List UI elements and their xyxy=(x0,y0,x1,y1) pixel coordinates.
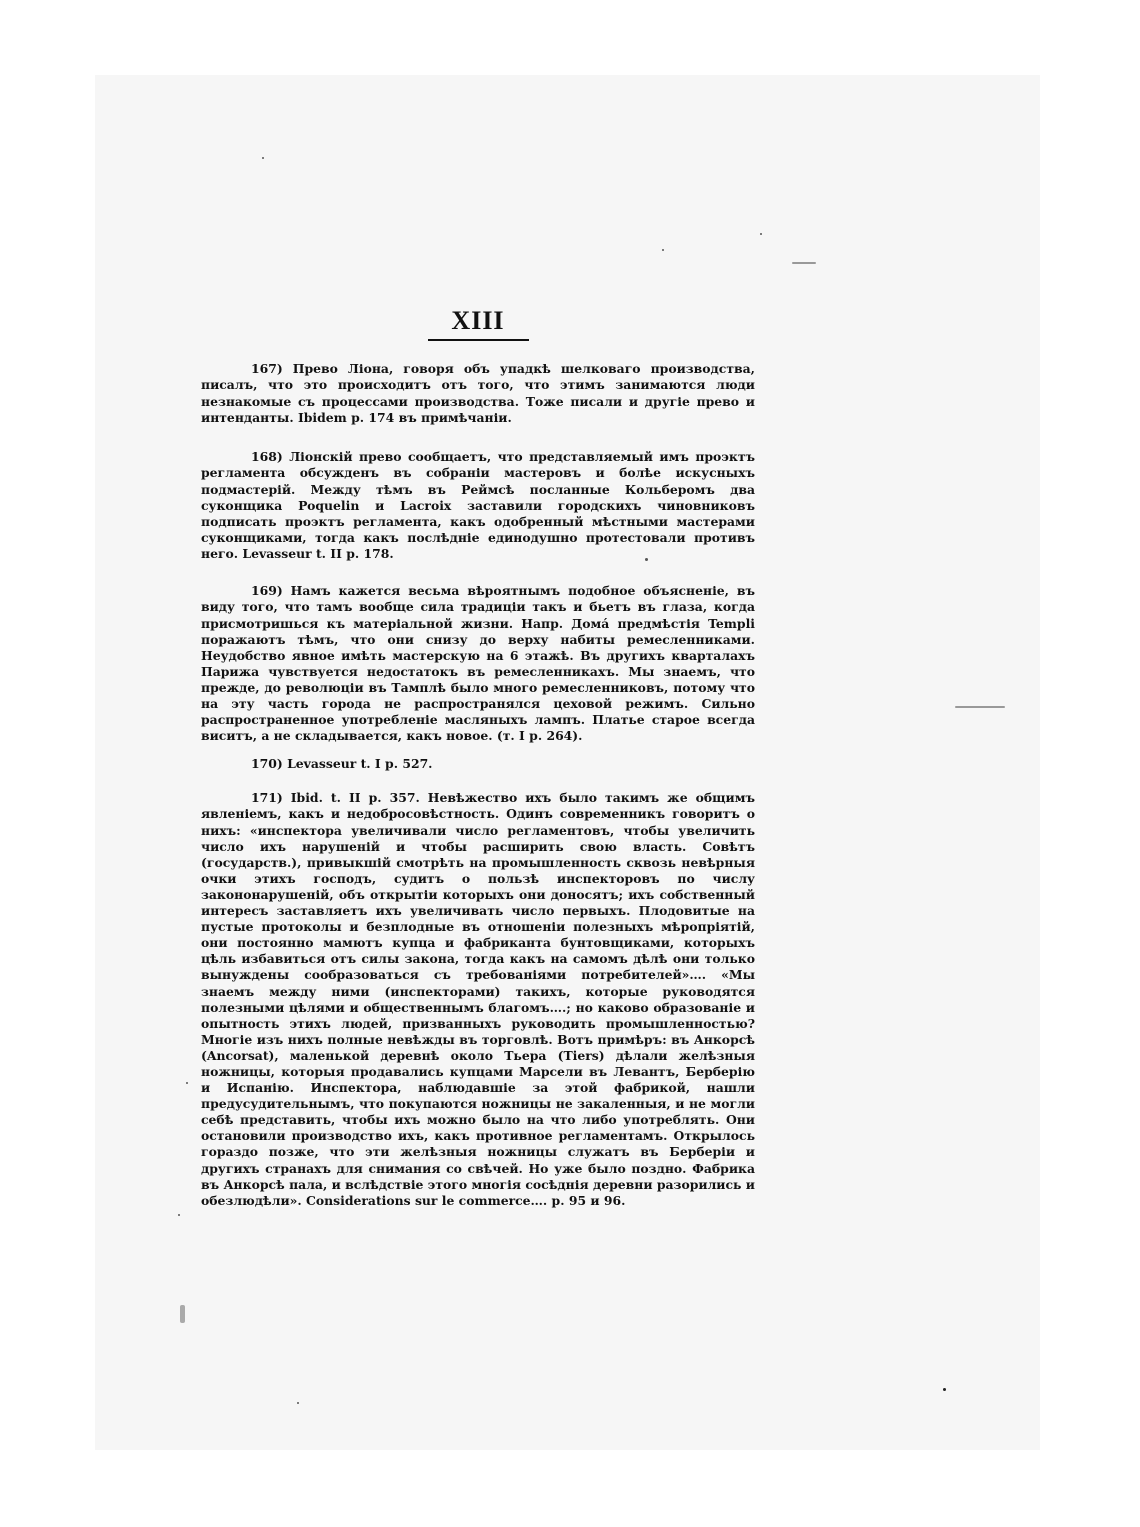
scan-speck xyxy=(178,1214,180,1216)
scan-speck xyxy=(186,1082,188,1084)
footnote-168 xyxy=(201,449,755,562)
footnote-number: 167) xyxy=(251,361,283,377)
footnote-number: 171) xyxy=(251,790,283,806)
footnote-text: Ліонскій прево сообщаетъ, что представляемый имъ проэктъ регламента обсужденъ въ собраніи мастеровъ и болѣе искусныхъ подмастерій. Между тѣмъ въ Реймсѣ посланные Кольберомъ два суконщика Poquelin и Lacroix заставили городскихъ чиновниковъ подписать проэктъ регламента, какъ одобренный мѣстными мастерами суконщиками, тогда какъ послѣдніе единодушно протестовали противъ него. Levasseur t. II p. 178. xyxy=(201,449,755,561)
scan-speck xyxy=(180,1305,185,1323)
scan-speck xyxy=(955,706,1005,708)
footnote-number: 169) xyxy=(251,583,283,599)
scan-speck xyxy=(662,249,664,251)
page-number-underline xyxy=(428,339,529,341)
page-number: XIII xyxy=(451,306,505,335)
footnote-number: 170) xyxy=(251,756,283,772)
footnote-text: Прево Ліона, говоря объ упадкѣ шелковаго производства, писалъ, что это происходитъ отъ того, что этимъ занимаются люди незнакомые съ процессами производства. Тоже писали и другіе прево и интенданты. Ibidem p. 174 въ примѣчаніи. xyxy=(201,361,755,425)
footnote-text: Levasseur t. I p. 527. xyxy=(287,756,433,772)
footnote-170 xyxy=(201,756,755,772)
footnote-text: Ibid. t. II p. 357. Невѣжество ихъ было такимъ же общимъ явленіемъ, какъ и недобросовѣстность. Одинъ современникъ говоритъ о нихъ: «инспектора увеличивали число регламентовъ, чтобы увеличить число ихъ нарушеній и чтобы расширить свою власть. Совѣтъ (государств.), привыкшій смотрѣть на промышленность сквозь невѣрныя очки этихъ господъ, судитъ о пользѣ инспекторовъ по числу закононарушеній, объ открытіи которыхъ они доносятъ; ихъ собственный интересъ заставляетъ ихъ увеличивать число первыхъ. Плодовитые на пустые протоколы и безплодные въ отношеніи полезныхъ мѣропріятій, они постоянно мамютъ купца и фабриканта бунтовщиками, которыхъ цѣль избавиться отъ силы закона, тогда какъ на самомъ дѣлѣ они только вынуждены сообразоваться съ требованіями потребителей»…. «Мы знаемъ между ними (инспекторами) такихъ, которые руководятся полезными цѣлями и общественнымъ благомъ….; но каково образованіе и опытность этихъ людей, призванныхъ руководить промышленностью? Многіе изъ нихъ полные невѣжды въ торговлѣ. Вотъ примѣръ: въ Анкорсѣ (Ancorsat), маленькой деревнѣ около Тьера (Tiers) дѣлали желѣзныя ножницы, которыя продавались купцами Марсели въ Левантъ, Берберію и Испанію. Инспектора, наблюдавшіе за этой фабрикой, нашли предусудительнымъ, что покупаются ножницы не закаленныя, и не могли себѣ представить, чтобы ихъ можно было на что либо употреблять. Они остановили производство ихъ, какъ противное регламентамъ. Открылось гораздо позже, что эти желѣзныя ножницы служатъ въ Берберіи и другихъ странахъ для снимания со свѣчей. Но уже было поздно. Фабрика въ Анкорсѣ пала, и вслѣдствіе этого многія сосѣднія деревни разорились и обезлюдѣли». Considerations sur le commerce…. p. 95 и 96. xyxy=(201,790,755,1208)
scan-speck xyxy=(943,1388,946,1391)
footnote-169 xyxy=(201,583,755,744)
footnote-number: 168) xyxy=(251,449,283,465)
footnote-167 xyxy=(201,361,755,425)
scan-speck xyxy=(297,1402,299,1404)
scan-speck xyxy=(760,233,762,235)
footnote-text: Намъ кажется весьма вѣроятнымъ подобное объясненіе, въ виду того, что тамъ вообще сила традиціи такъ и бьетъ въ глаза, когда присмотришься къ матеріальной жизни. Напр. Домá предмѣстія Templi поражаютъ тѣмъ, что они снизу до верху набиты ремесленниками. Неудобство явное имѣть мастерскую на 6 этажѣ. Въ другихъ кварталахъ Парижа чувствуется недостатокъ въ ремесленникахъ. Мы знаемъ, что прежде, до революціи въ Тамплѣ было много ремесленниковъ, потому что на эту часть города не распространялся цеховой режимъ. Сильно распространенное употребленіе масляныхъ лампъ. Платье старое всегда виситъ, а не складывается, какъ новое. (т. I р. 264). xyxy=(201,583,755,744)
scan-speck xyxy=(792,262,816,264)
scan-speck xyxy=(262,157,264,159)
scan-speck xyxy=(645,558,648,561)
footnote-171 xyxy=(201,790,755,1208)
